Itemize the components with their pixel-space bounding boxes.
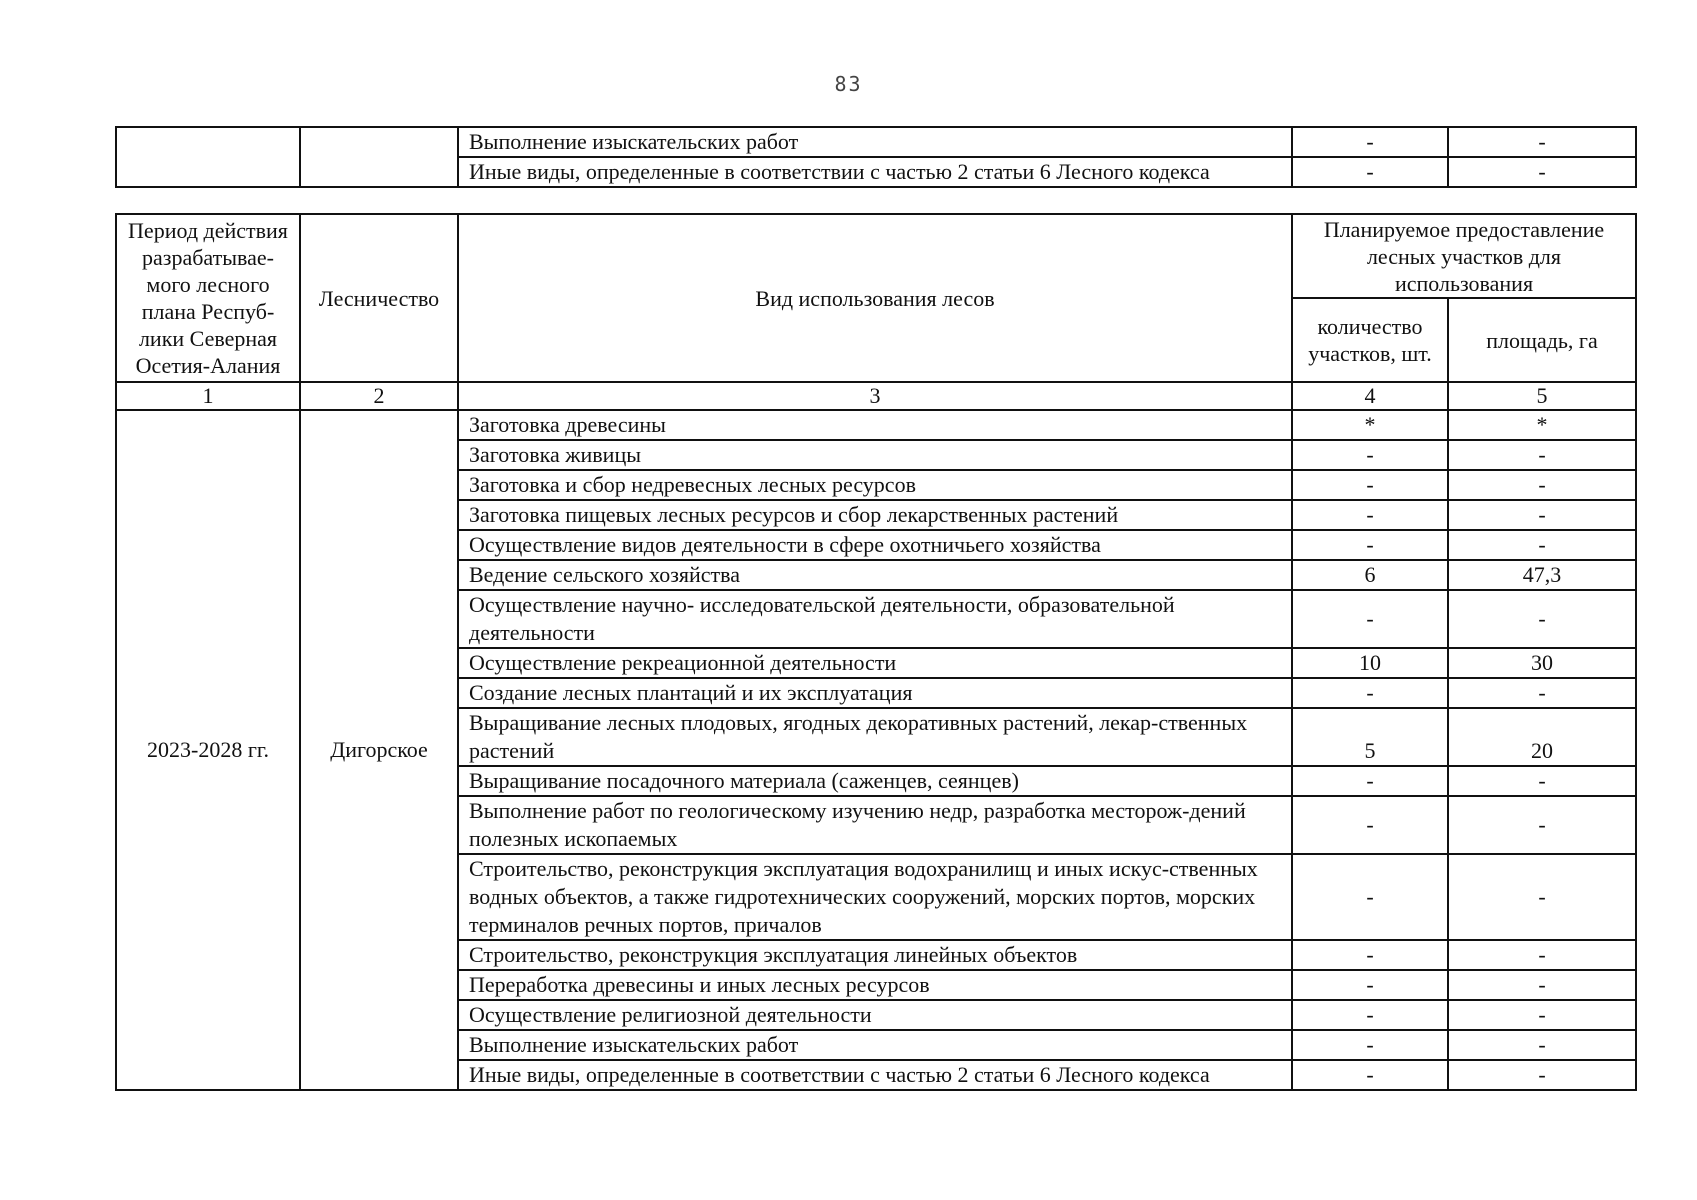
area-cell: 20 bbox=[1448, 708, 1636, 766]
count-cell: - bbox=[1292, 440, 1448, 470]
count-cell: 6 bbox=[1292, 560, 1448, 590]
area-cell: - bbox=[1448, 796, 1636, 854]
header-area: площадь, га bbox=[1448, 298, 1636, 382]
activity-cell: Иные виды, определенные в соответствии с частью 2 статьи 6 Лесного кодекса bbox=[458, 157, 1292, 187]
header-usage-type: Вид использования лесов bbox=[458, 214, 1292, 382]
continuation-table bbox=[115, 126, 1637, 188]
area-cell: - bbox=[1448, 157, 1636, 187]
period-cell: 2023-2028 гг. bbox=[116, 410, 300, 1090]
activity-cell: Выращивание лесных плодовых, ягодных декоративных растений, лекар-ственных растений bbox=[458, 708, 1292, 766]
count-cell: - bbox=[1292, 500, 1448, 530]
table-row bbox=[116, 410, 1636, 440]
count-cell: * bbox=[1292, 410, 1448, 440]
count-cell: - bbox=[1292, 470, 1448, 500]
activity-cell: Выращивание посадочного материала (саженцев, сеянцев) bbox=[458, 766, 1292, 796]
activity-cell: Осуществление видов деятельности в сфере охотничьего хозяйства bbox=[458, 530, 1292, 560]
area-cell: - bbox=[1448, 530, 1636, 560]
activity-cell: Строительство, реконструкция эксплуатация водохранилищ и иных искус-ственных водных объектов, а также гидротехнических сооружений, морских портов, морских терминалов речных портов, причалов bbox=[458, 854, 1292, 940]
header-count: количество участков, шт. bbox=[1292, 298, 1448, 382]
activity-cell: Осуществление рекреационной деятельности bbox=[458, 648, 1292, 678]
header-forestry: Лесничество bbox=[300, 214, 458, 382]
column-number: 2 bbox=[300, 382, 458, 410]
area-cell: - bbox=[1448, 470, 1636, 500]
count-cell: - bbox=[1292, 766, 1448, 796]
count-cell: - bbox=[1292, 157, 1448, 187]
activity-cell: Заготовка живицы bbox=[458, 440, 1292, 470]
area-cell: - bbox=[1448, 970, 1636, 1000]
activity-cell: Выполнение изыскательских работ bbox=[458, 1030, 1292, 1060]
area-cell: - bbox=[1448, 1000, 1636, 1030]
column-number: 5 bbox=[1448, 382, 1636, 410]
header-row bbox=[116, 214, 1636, 298]
activity-cell: Создание лесных плантаций и их эксплуатация bbox=[458, 678, 1292, 708]
count-cell: - bbox=[1292, 940, 1448, 970]
area-cell: - bbox=[1448, 1030, 1636, 1060]
header-period: Период действия разрабатывае-мого лесного плана Респуб-лики Северная Осетия-Алания bbox=[116, 214, 300, 382]
count-cell: - bbox=[1292, 1060, 1448, 1090]
area-cell: - bbox=[1448, 590, 1636, 648]
table-row bbox=[116, 127, 1636, 157]
area-cell: - bbox=[1448, 854, 1636, 940]
count-cell: 10 bbox=[1292, 648, 1448, 678]
activity-cell: Иные виды, определенные в соответствии с частью 2 статьи 6 Лесного кодекса bbox=[458, 1060, 1292, 1090]
count-cell: - bbox=[1292, 678, 1448, 708]
area-cell: 30 bbox=[1448, 648, 1636, 678]
area-cell: - bbox=[1448, 440, 1636, 470]
count-cell: 5 bbox=[1292, 708, 1448, 766]
area-cell: - bbox=[1448, 500, 1636, 530]
area-cell: - bbox=[1448, 766, 1636, 796]
count-cell: - bbox=[1292, 854, 1448, 940]
column-number: 3 bbox=[458, 382, 1292, 410]
forestry-cell: Дигорское bbox=[300, 410, 458, 1090]
area-cell: - bbox=[1448, 1060, 1636, 1090]
count-cell: - bbox=[1292, 530, 1448, 560]
empty-period-cell bbox=[116, 127, 300, 187]
empty-forestry-cell bbox=[300, 127, 458, 187]
activity-cell: Заготовка и сбор недревесных лесных ресурсов bbox=[458, 470, 1292, 500]
count-cell: - bbox=[1292, 970, 1448, 1000]
activity-cell: Ведение сельского хозяйства bbox=[458, 560, 1292, 590]
forest-use-table bbox=[115, 213, 1637, 1091]
area-cell: 47,3 bbox=[1448, 560, 1636, 590]
header-planned: Планируемое предоставление лесных участков для использования bbox=[1292, 214, 1636, 298]
activity-cell: Переработка древесины и иных лесных ресурсов bbox=[458, 970, 1292, 1000]
activity-cell: Осуществление религиозной деятельности bbox=[458, 1000, 1292, 1030]
count-cell: - bbox=[1292, 590, 1448, 648]
area-cell: - bbox=[1448, 678, 1636, 708]
column-number-row bbox=[116, 382, 1636, 410]
area-cell: - bbox=[1448, 940, 1636, 970]
activity-cell: Заготовка древесины bbox=[458, 410, 1292, 440]
count-cell: - bbox=[1292, 127, 1448, 157]
page-number: 83 bbox=[834, 72, 863, 96]
activity-cell: Осуществление научно- исследовательской деятельности, образовательной деятельности bbox=[458, 590, 1292, 648]
column-number: 1 bbox=[116, 382, 300, 410]
count-cell: - bbox=[1292, 1000, 1448, 1030]
area-cell: * bbox=[1448, 410, 1636, 440]
activity-cell: Выполнение работ по геологическому изучению недр, разработка месторож-дений полезных ископаемых bbox=[458, 796, 1292, 854]
area-cell: - bbox=[1448, 127, 1636, 157]
count-cell: - bbox=[1292, 796, 1448, 854]
activity-cell: Выполнение изыскательских работ bbox=[458, 127, 1292, 157]
count-cell: - bbox=[1292, 1030, 1448, 1060]
column-number: 4 bbox=[1292, 382, 1448, 410]
activity-cell: Строительство, реконструкция эксплуатация линейных объектов bbox=[458, 940, 1292, 970]
activity-cell: Заготовка пищевых лесных ресурсов и сбор лекарственных растений bbox=[458, 500, 1292, 530]
